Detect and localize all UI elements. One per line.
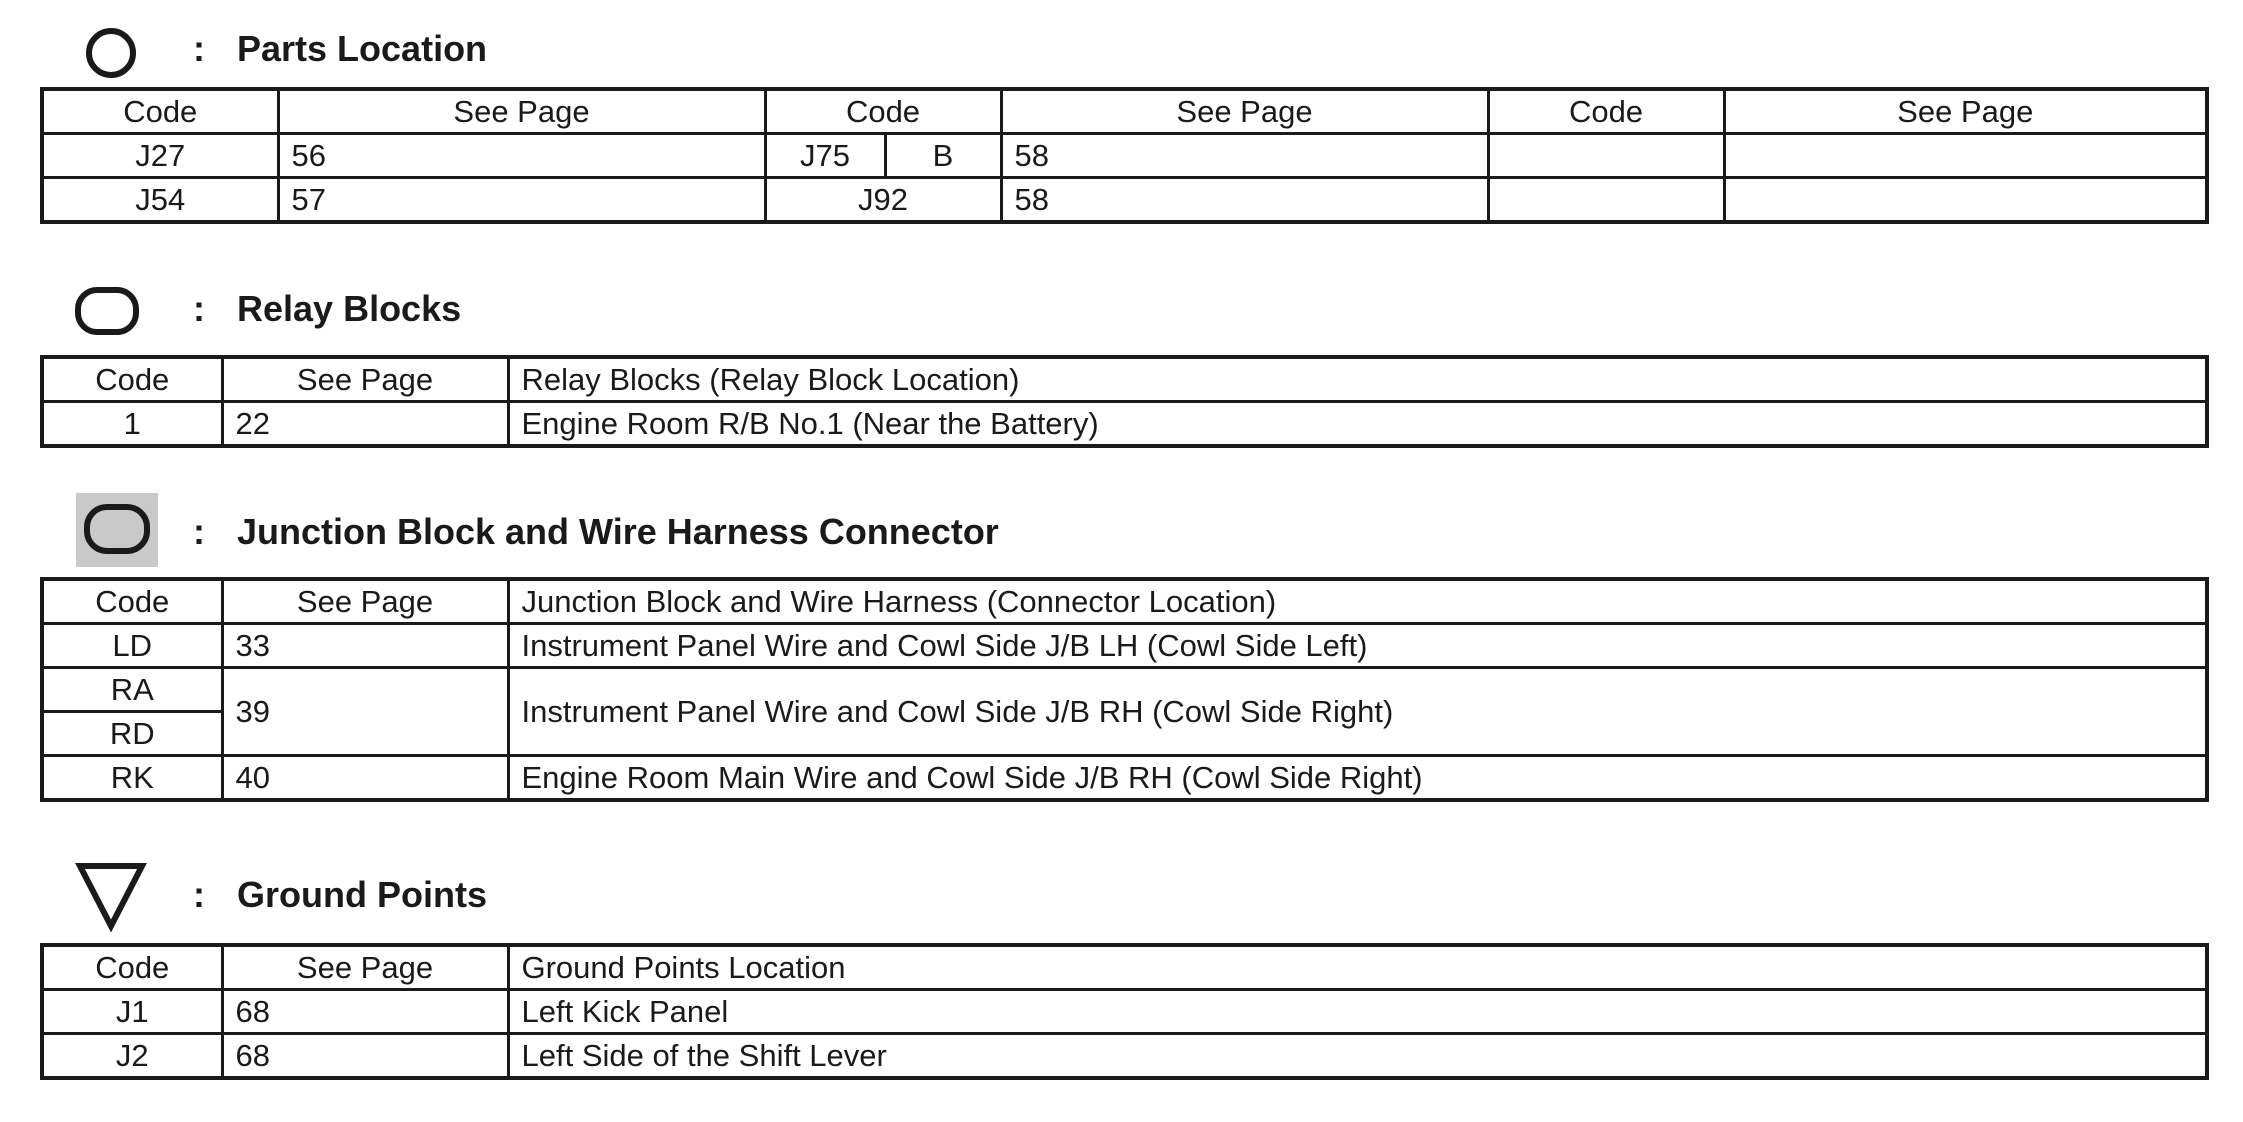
- column-header: See Page: [222, 357, 508, 402]
- column-header: Relay Blocks (Relay Block Location): [508, 357, 2207, 402]
- relay-blocks-table: [40, 355, 2209, 448]
- column-header: Code: [42, 357, 222, 402]
- page-cell: 56: [278, 134, 765, 178]
- table-row: [42, 668, 2207, 712]
- ground-points-table: [40, 943, 2209, 1080]
- column-header: Code: [42, 945, 222, 990]
- column-header: Junction Block and Wire Harness (Connector Location): [508, 579, 2207, 624]
- location-cell: Engine Room Main Wire and Cowl Side J/B RH (Cowl Side Right): [508, 756, 2207, 801]
- code-cell-suffix: B: [932, 138, 954, 173]
- code-cell: J1: [42, 990, 222, 1034]
- code-cell: J92: [765, 178, 1001, 223]
- relay-blocks-colon: :: [193, 288, 205, 329]
- table-row: [42, 1034, 2207, 1079]
- table-row: [42, 990, 2207, 1034]
- location-cell: Left Kick Panel: [508, 990, 2207, 1034]
- table-row: [42, 178, 2207, 223]
- location-cell: Instrument Panel Wire and Cowl Side J/B LH (Cowl Side Left): [508, 624, 2207, 668]
- code-cell: [1488, 134, 1724, 178]
- location-cell: Instrument Panel Wire and Cowl Side J/B RH (Cowl Side Right): [508, 668, 2207, 756]
- page-cell: 39: [222, 668, 508, 756]
- rounded-rect-icon: [74, 286, 140, 336]
- page-cell: 68: [222, 990, 508, 1034]
- table-header-row: [42, 89, 2207, 134]
- code-cell: RK: [42, 756, 222, 801]
- code-cell-main: J75: [767, 135, 887, 176]
- column-header: Code: [42, 89, 278, 134]
- ground-points-colon: :: [193, 874, 205, 915]
- location-cell: Engine Room R/B No.1 (Near the Battery): [508, 402, 2207, 447]
- shaded-rounded-rect-icon: [76, 493, 158, 567]
- page-cell: 22: [222, 402, 508, 447]
- junction-block-table: [40, 577, 2209, 802]
- down-triangle-icon: [74, 860, 148, 932]
- table-row: [42, 134, 2207, 178]
- table-header-row: [42, 945, 2207, 990]
- code-cell: RD: [42, 712, 222, 756]
- parts-location-colon: :: [193, 28, 205, 69]
- ground-points-header: [0, 850, 2243, 940]
- page-cell: [1724, 178, 2207, 223]
- parts-location-table: [40, 87, 2209, 224]
- code-cell: J54: [42, 178, 278, 223]
- column-header: See Page: [222, 579, 508, 624]
- column-header: Code: [1488, 89, 1724, 134]
- column-header: Code: [42, 579, 222, 624]
- column-header: Code: [765, 89, 1001, 134]
- page-cell: [1724, 134, 2207, 178]
- table-header-row: [42, 579, 2207, 624]
- circle-icon: [84, 26, 138, 80]
- relay-blocks-title: Relay Blocks: [237, 288, 462, 329]
- page-cell: 40: [222, 756, 508, 801]
- junction-block-title: Junction Block and Wire Harness Connector: [237, 511, 999, 552]
- parts-location-header: [0, 4, 2243, 94]
- relay-blocks-header: [0, 264, 2243, 354]
- table-row: [42, 756, 2207, 801]
- page-cell: 57: [278, 178, 765, 223]
- table-header-row: [42, 357, 2207, 402]
- ground-points-title: Ground Points: [237, 874, 487, 915]
- parts-location-title: Parts Location: [237, 28, 488, 69]
- junction-block-colon: :: [193, 511, 205, 552]
- code-cell: LD: [42, 624, 222, 668]
- column-header: See Page: [1001, 89, 1488, 134]
- code-cell: J2: [42, 1034, 222, 1079]
- junction-block-header: [0, 487, 2243, 577]
- code-cell: J27: [42, 134, 278, 178]
- table-row: [42, 402, 2207, 447]
- column-header: See Page: [222, 945, 508, 990]
- page-cell: 68: [222, 1034, 508, 1079]
- code-cell-split: [765, 134, 1001, 178]
- column-header: Ground Points Location: [508, 945, 2207, 990]
- column-header: See Page: [278, 89, 765, 134]
- page-cell: 33: [222, 624, 508, 668]
- page-cell: 58: [1001, 178, 1488, 223]
- code-cell: 1: [42, 402, 222, 447]
- code-cell: [1488, 178, 1724, 223]
- location-cell: Left Side of the Shift Lever: [508, 1034, 2207, 1079]
- column-header: See Page: [1724, 89, 2207, 134]
- page-cell: 58: [1001, 134, 1488, 178]
- table-row: [42, 624, 2207, 668]
- code-cell: RA: [42, 668, 222, 712]
